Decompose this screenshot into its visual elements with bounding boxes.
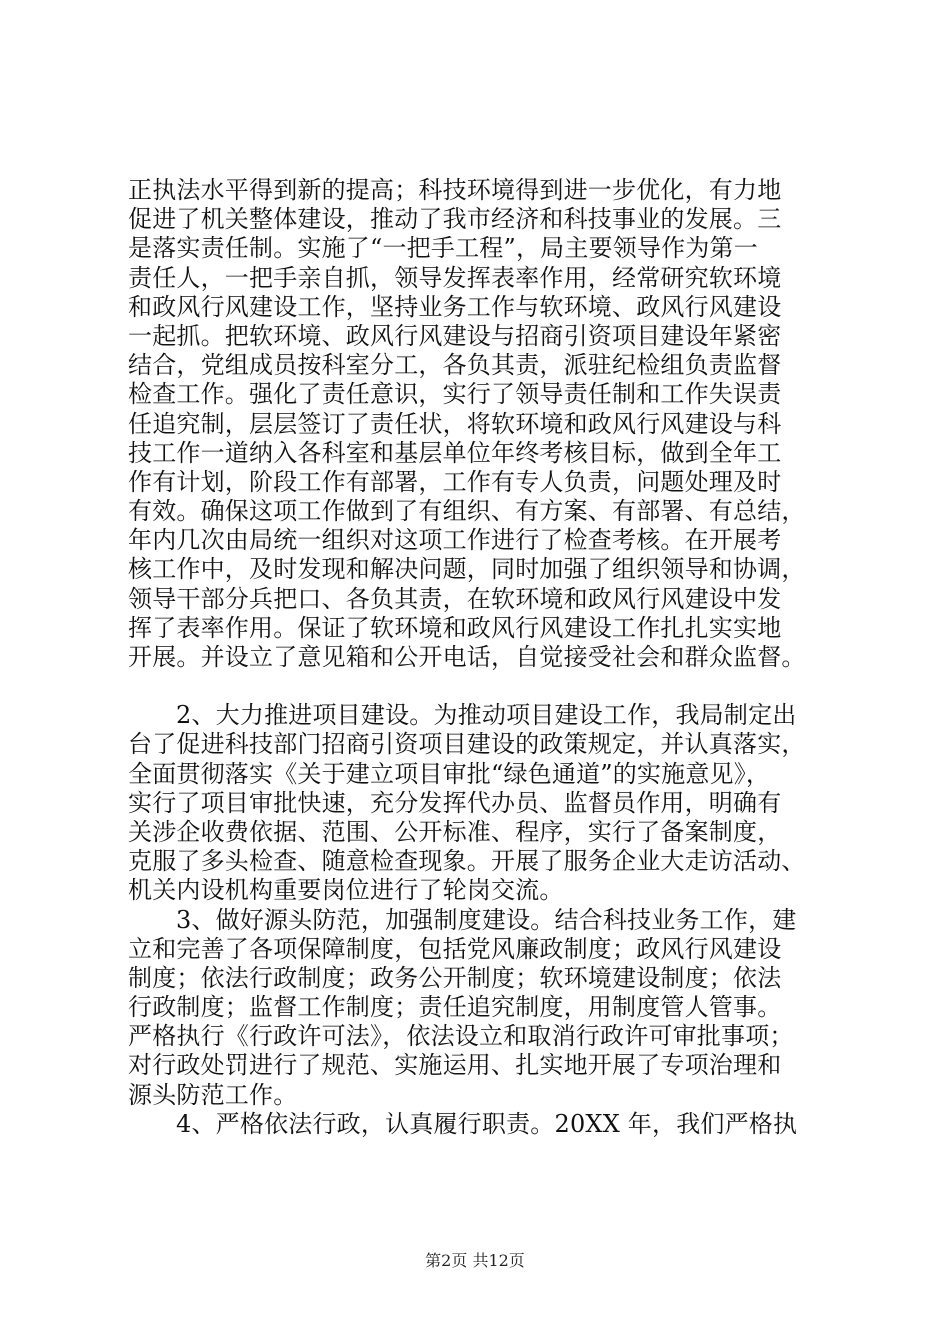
text-line: 行政制度；监督工作制度；责任追究制度，用制度管人管事。 <box>128 993 782 1022</box>
page-footer <box>0 1248 950 1271</box>
text-line: 核工作中，及时发现和解决问题，同时加强了组织领导和协调， <box>128 555 806 584</box>
paragraph-3 <box>128 906 828 1110</box>
text-line: 有效。确保这项工作做到了有组织、有方案、有部署、有总结， <box>128 497 806 526</box>
text-line: 技工作一道纳入各科室和基层单位年终考核目标，做到全年工 <box>128 438 782 467</box>
text-line: 立和完善了各项保障制度，包括党风廉政制度；政风行风建设 <box>128 934 782 963</box>
text-line: 任追究制，层层签订了责任状，将软环境和政风行风建设与科 <box>128 409 782 438</box>
text-line: 实行了项目审批快速，充分发挥代办员、监督员作用，明确有 <box>128 788 782 817</box>
text-line: 结合，党组成员按科室分工，各负其责，派驻纪检组负责监督 <box>128 351 782 380</box>
text-line: 检查工作。强化了责任意识，实行了领导责任制和工作失误责 <box>128 380 782 409</box>
text-line: 4、严格依法行政，认真履行职责。20XX 年，我们严格执 <box>176 1109 798 1138</box>
text-line: 对行政处罚进行了规范、实施运用、扎实地开展了专项治理和 <box>128 1051 782 1080</box>
text-line: 全面贯彻落实《关于建立项目审批“绿色通道”的实施意见》， <box>128 759 771 788</box>
text-line: 关涉企收费依据、范围、公开标准、程序，实行了备案制度， <box>128 817 782 846</box>
text-line: 是落实责任制。实施了“一把手工程”，局主要领导作为第一 <box>128 234 758 263</box>
paragraph-1 <box>128 176 828 672</box>
text-line: 严格执行《行政许可法》，依法设立和取消行政许可审批事项； <box>128 1022 794 1051</box>
text-line: 促进了机关整体建设，推动了我市经济和科技事业的发展。三 <box>128 205 782 234</box>
text-line: 年内几次由局统一组织对这项工作进行了检查考核。在开展考 <box>128 526 782 555</box>
document-body <box>128 176 828 1139</box>
text-line: 3、做好源头防范，加强制度建设。结合科技业务工作，建 <box>176 905 797 934</box>
text-line: 责任人，一把手亲自抓，领导发挥表率作用，经常研究软环境 <box>128 263 782 292</box>
paragraph-2 <box>128 701 828 905</box>
text-line: 一起抓。把软环境、政风行风建设与招商引资项目建设年紧密 <box>128 321 782 350</box>
text-line: 制度；依法行政制度；政务公开制度；软环境建设制度；依法 <box>128 963 782 992</box>
text-line: 作有计划，阶段工作有部署，工作有专人负责，问题处理及时 <box>128 467 782 496</box>
page-number: 第2页 共12页 <box>425 1251 525 1270</box>
text-line: 机关内设机构重要岗位进行了轮岗交流。 <box>128 876 564 905</box>
text-line: 领导干部分兵把口、各负其责，在软环境和政风行风建设中发 <box>128 584 782 613</box>
text-line: 开展。并设立了意见箱和公开电话，自觉接受社会和群众监督。 <box>128 643 806 671</box>
text-line: 2、大力推进项目建设。为推动项目建设工作，我局制定出 <box>176 701 797 730</box>
text-line: 挥了表率作用。保证了软环境和政风行风建设工作扎扎实实地 <box>128 613 782 642</box>
paragraph-gap <box>128 672 828 701</box>
text-line: 源头防范工作。 <box>128 1080 298 1109</box>
text-line: 正执法水平得到新的提高；科技环境得到进一步优化，有力地 <box>128 176 782 204</box>
text-line: 和政风行风建设工作，坚持业务工作与软环境、政风行风建设 <box>128 292 782 321</box>
text-line: 克服了多头检查、随意检查现象。开展了服务企业大走访活动、 <box>128 847 806 876</box>
paragraph-4 <box>128 1110 828 1139</box>
text-line: 台了促进科技部门招商引资项目建设的政策规定，并认真落实， <box>128 730 806 759</box>
